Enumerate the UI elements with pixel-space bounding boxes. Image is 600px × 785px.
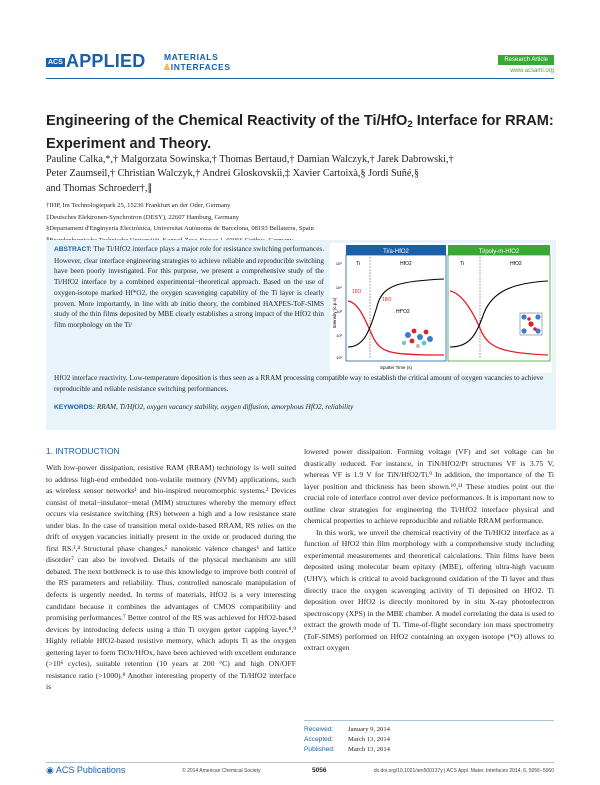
toc-label-o18: 18O: [382, 297, 392, 303]
body-column-right: [304, 446, 554, 654]
publisher-name: ACS Publications: [55, 765, 126, 775]
logo-materials: MATERIALS: [164, 52, 219, 62]
toc-graphic-svg: [330, 243, 552, 373]
title-part2: Interface for RRAM: Experiment and Theory.: [46, 113, 554, 152]
footer-rule: [46, 762, 554, 763]
toc-layer-hfo2-right: HfO2: [510, 261, 522, 267]
abstract-text: [54, 244, 324, 331]
toc-panel-label-right: Ti/poly-m-HfO2: [478, 249, 520, 255]
abstract-label: ABSTRACT:: [54, 246, 92, 253]
affiliation: ‡Deutsches Elektronen-Synchrotron (DESY), 22607 Hamburg, Germany: [46, 213, 240, 221]
toc-plot-frame-left: [346, 255, 446, 361]
logo-interfaces: INTERFACES: [170, 62, 231, 72]
abstract-body: The Ti/HfO2 interface plays a major role for resistance switching performances. However, clear interface engineering strategies to achieve reliable and reproducible switching have been poorly investigated. For this purpose, we present a comprehensive study of the Ti/HfO2 interface by a combined experimental−theoretical approach. Based on the use of oxygen-isotope marked Hf*O2, the oxygen scavenging capability of the Ti layer is clearly proven. More importantly, in line with ab initio theory, the combined HAXPES-ToF-SIMS study of the thin films deposited by MBE clearly establishes a strong impact of the HfO2 thin film morphology on the Ti/: [54, 245, 325, 329]
affiliation: †IHP, Im Technologiepark 25, 15236 Frankfurt an der Oder, Germany: [46, 202, 231, 209]
toc-atom-cluster-left: [402, 329, 433, 348]
article-title: [46, 112, 556, 153]
paragraph: In this work, we unveil the chemical reactivity of the Ti/HfO2 interface as a function of HfO2 thin film morphology with a comprehensive study including experimental measurements and theoretical calculations. Thin films have been deposited using molecular beam epitaxy (MBE), offering ultra-high vacuum (UHV), which is critical to avoid background oxidation of the Ti layer and thus directly trace the oxygen scavenging activity of Ti deposited on HfO2. Ti deposition over HfO2 is directly monitored by in situ X-ray photoelectron spectroscopy (XPS) in the MBE chamber. A model correlating the data is used to extract the growth mode of Ti. Time-of-flight secondary ion mass spectrometry (ToF-SIMS) performed on HfO2 containing an oxygen isotope (*O) allows to extract oxygen: [304, 527, 554, 653]
toc-label-hfo2: Hf*O2: [396, 309, 410, 315]
date-accepted: [304, 735, 554, 745]
keywords: [54, 403, 550, 411]
toc-ytick: 10⁴: [335, 285, 342, 290]
toc-ytick: 10¹: [336, 355, 342, 360]
toc-ytick: 10²: [336, 333, 342, 338]
acs-publications-logo: [46, 765, 125, 776]
acs-logo-box: ACS: [48, 59, 63, 66]
paragraph: lowered power dissipation. Forming voltage (VF) and set voltage can be drastically reduced. For instance, in TiN/HfO2/Pt structures VF is 3.75 V, whereas VF is 1.9 V for TiN/HfO2/Ti.⁹ In addition, the importance of the Ti layer position and thickness has been shown.¹⁰,¹¹ These studies point out the crucial role of interface control over device performances. It is important now to outline clear strategies for engineering the Ti/HfO2 interface physical and chemical properties to achieve reproducible and reliable RRAM performance.: [304, 447, 554, 526]
header-rule: [46, 78, 554, 79]
paragraph: With low-power dissipation, resistive RAM (RRAM) technology is well suited to address high-end embedded non-volatile memory (NVM) applications, such as wireless sensor networks¹ and bio-inspired neuromorphic systems.² Devices consist of metal−insulator−metal (MIM) structures whereby the memory effect occurs via resistance switching (RS) between a high and a low resistance state under bias. In the case of transition metal oxide-based RRAM, RS relies on the drift of oxygen vacancies initially present in the oxide or produced during the first RS.³,⁴ Structural phase changes,⁵ nanoionic valence changes⁶ and lattice disorder⁷ can also be involved. Details of the physical mechanism are still debated. The next bottleneck is to use this knowledge to improve both control of the RS parameters and reliability. Thus, controlled nanoscale manipulation of defects is urgently needed. In terms of materials, HfO2 is a very interesting candidate because it combines the advantages of CMOS compatibility and promising performances.⁷ Better control of the RS was achieved for HfO2-based devices by introducing defects using a thin Ti oxygen getter capping layer.⁸,⁹ Highly reliable HfO2-based resistive memory, which adopts Ti as the oxygen gettering layer to form TiOx/HfOx, have been achieved with excellent endurance (>10⁶ cycles), suitable retention (10 years at 200 °C) and high ON/OFF resistance ratio (>1000).⁸ Another interesting property of the Ti/HfO2 interface is: [46, 463, 296, 692]
title-subscript: 2: [407, 119, 413, 130]
toc-xlabel: Sputter Time (s): [379, 365, 413, 370]
author-line[interactable]: Peter Zaumseil,† Christian Walczyk,† Andrei Gloskovskii,‡ Xavier Cartoixà,§ Jordi Suñé,§: [46, 168, 420, 180]
date-published: [304, 745, 554, 755]
abstract-text-continued: HfO2 interface reactivity. Low-temperature deposition is thus seen as a RRAM processing compatible way to establish the critical amount of oxygen vacancies to achieve reproducible and reliable resistance switching performances.: [54, 374, 544, 393]
toc-label-o16: 16O: [352, 289, 362, 295]
article-type-badge: Research Article: [498, 55, 554, 65]
date-label: Accepted:: [304, 736, 334, 744]
author-line[interactable]: Pauline Calka,*,† Malgorzata Sowinska,† Thomas Bertaud,† Damian Walczyk,† Jarek Dabrowski,†: [46, 154, 454, 165]
toc-plot-frame-right: [448, 255, 550, 361]
page-number: 5056: [312, 767, 327, 774]
affiliation: §Departament d'Enginyeria Electrònica, Universitat Autònoma de Barcelona, 08193 Bellaterra, Spain: [46, 225, 314, 232]
toc-ytick: 10³: [336, 309, 342, 314]
title-part1: Engineering of the Chemical Reactivity of the Ti/HfO: [46, 113, 408, 129]
logo-applied: APPLIED: [66, 51, 146, 71]
copyright: © 2014 American Chemical Society: [182, 768, 261, 774]
acs-logo-icon: ◉: [46, 765, 54, 775]
author-line[interactable]: and Thomas Schroeder†,∥: [46, 182, 153, 194]
toc-ytick: 10⁵: [335, 261, 342, 266]
logo-interfaces-line: [164, 62, 231, 72]
toc-graphic: [330, 243, 552, 373]
journal-url[interactable]: www.acsami.org: [510, 68, 554, 74]
footer: [46, 765, 554, 779]
date-label: Received:: [304, 726, 334, 733]
toc-ylabel: Intensity (c.p.s): [332, 297, 337, 329]
toc-curve-black-right: [450, 281, 548, 347]
date-label: Published:: [304, 746, 335, 754]
date-received: [304, 725, 554, 735]
body-column-left: [46, 462, 296, 693]
date-value: January 9, 2014: [348, 726, 390, 733]
author-list: [46, 153, 526, 196]
toc-layer-hfo2-left: HfO2: [400, 261, 412, 267]
section-heading-introduction: 1. INTRODUCTION: [46, 446, 120, 456]
keywords-label: KEYWORDS:: [54, 404, 96, 411]
doi-citation[interactable]: dx.doi.org/10.1021/am500137y | ACS Appl. Mater. Interfaces 2014, 6, 5056−5060: [373, 768, 554, 774]
logo-ampersand: &: [164, 62, 171, 72]
toc-panel-label-left: Ti/a-HfO2: [383, 249, 409, 255]
toc-atom-cluster-right: [520, 313, 542, 335]
toc-layer-ti-left: Ti: [356, 261, 360, 267]
publication-dates: [304, 720, 554, 756]
date-value: March 13, 2014: [348, 746, 390, 754]
toc-layer-ti-right: Ti: [460, 261, 464, 267]
date-value: March 13, 2014: [348, 736, 390, 744]
keywords-list: RRAM, Ti/HfO2, oxygen vacancy stability, oxygen diffusion, amorphous HfO2, reliability: [96, 403, 354, 411]
